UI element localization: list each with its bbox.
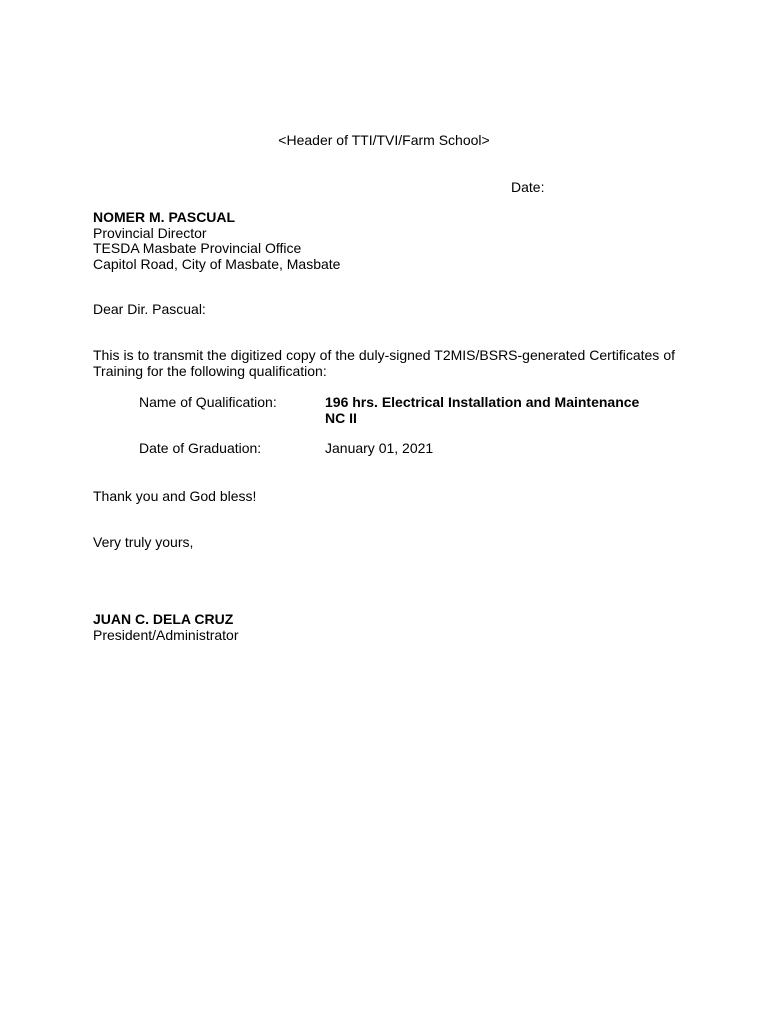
closing-line: Very truly yours, [93,534,194,550]
addressee-title: Provincial Director [93,224,207,241]
qualification-value-line2: NC II [325,409,357,426]
qualification-label: Name of Qualification: [139,394,277,410]
addressee-block [93,210,340,272]
signatory-position: President/Administrator [93,626,239,643]
addressee-name: NOMER M. PASCUAL [93,209,236,225]
signatory-name: JUAN C. DELA CRUZ [93,611,234,627]
institution-header-placeholder: <Header of TTI/TVI/Farm School> [278,132,490,148]
graduation-value: January 01, 2021 [325,440,434,456]
salutation: Dear Dir. Pascual: [93,301,206,317]
addressee-office: TESDA Masbate Provincial Office [93,240,302,256]
signatory-block [93,612,239,643]
graduation-label: Date of Graduation: [139,440,262,456]
date-label: Date: [511,179,545,195]
qualification-value [325,395,639,426]
body-paragraph: This is to transmit the digitized copy of the duly-signed T2MIS/BSRS-generated Certificates of Training for the following qualification: [93,347,675,379]
thanks-line: Thank you and God bless! [93,488,257,504]
addressee-address: Capitol Road, City of Masbate, Masbate [93,255,341,272]
qualification-value-line1: 196 hrs. Electrical Installation and Maintenance [325,394,640,410]
